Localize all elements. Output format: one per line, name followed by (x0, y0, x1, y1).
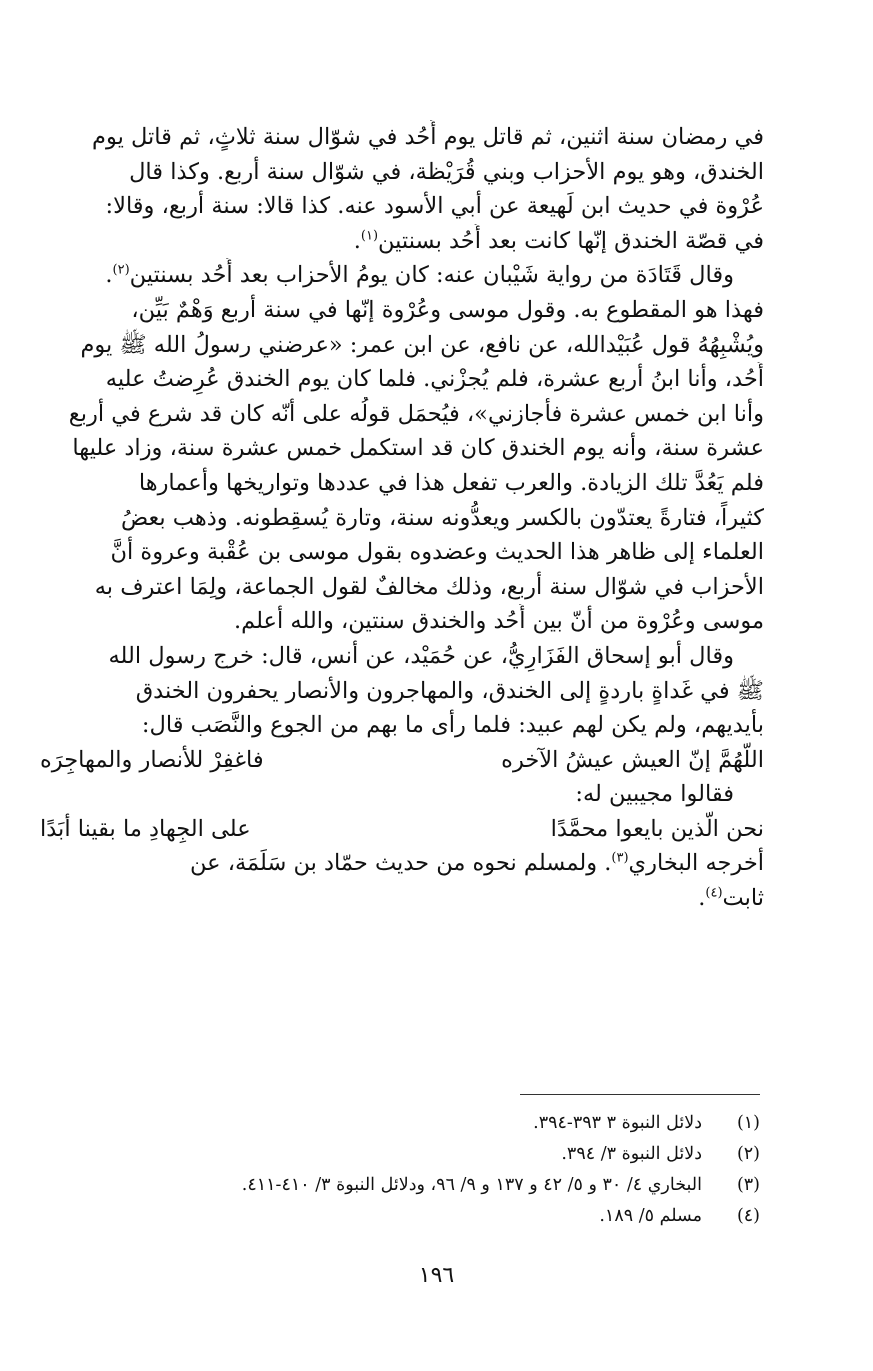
footnote (60, 1170, 760, 1201)
text-line (40, 881, 764, 916)
footnote (60, 1139, 760, 1170)
footnote-ref-2: (٢) (112, 262, 130, 278)
text-segment: أخرجه البخاري (628, 850, 764, 877)
text-line: ويُشْبِهُهُ قول عُبَيْدالله، عن نافع، عن ابن عمر: «عرضني رسولُ الله ﷺ يوم (80, 331, 764, 358)
verse-line-1 (40, 743, 764, 778)
footnote-ref-1: (١) (360, 228, 379, 244)
main-text (40, 120, 764, 916)
hemistich-right: نحن الّذين بايعوا محمَّدًا (550, 815, 764, 842)
text-line: فهذا هو المقطوع به. وقول موسى وعُرْوة إنّها في سنة أربع وَهْمٌ بَيِّن، (131, 296, 764, 323)
hemistich-left: فاغفِرْ للأنصار والمهاجِرَه (40, 746, 264, 773)
punctuation: . (353, 227, 361, 254)
footnote-text: مسلم ٥/ ١٨٩. (599, 1206, 702, 1226)
text-segment: في قصّة الخندق إنّها كانت بعد أُحُد بسنتين (378, 227, 764, 254)
verse-line-2 (40, 812, 764, 847)
text-line: بأيديهم، ولم يكن لهم عبيد: فلما رأى ما بهم من الجوع والنَّصَب قال: (141, 712, 764, 739)
page-number: ١٩٦ (418, 1263, 455, 1288)
hemistich-left: على الجِهادِ ما بقينا أبَدًا (40, 815, 251, 842)
text-line: فلم يَعُدَّ تلك الزيادة. والعرب تفعل هذا في عددها وتواريخها وأعمارها (138, 469, 764, 496)
text-line: أُحُد، وأنا ابنُ أربع عشرة، فلم يُجزْني. فلما كان يوم الخندق عُرِضتُ عليه (105, 366, 764, 393)
text-line (40, 224, 764, 259)
footnote-ref-3: (٣) (611, 850, 629, 866)
footnote-number: (٣) (736, 1175, 760, 1195)
footnote-text: البخاري ٤/ ٣٠ و ٥/ ٤٢ و ١٣٧ و ٩/ ٩٦، ودلائل النبوة ٣/ ٤١٠-٤١١. (241, 1175, 702, 1195)
footnote-text: دلائل النبوة ٣ ٣٩٣-٣٩٤. (533, 1113, 702, 1133)
text-line (40, 258, 764, 293)
footnote-separator (520, 1094, 760, 1095)
text-segment: . ولمسلم نحوه من حديث حمّاد بن سَلَمَة، عن (189, 850, 612, 877)
text-line: عُرْوة في حديث ابن لَهيعة عن أبي الأسود عنه. كذا قالا: سنة أربع، وقالا: (105, 193, 764, 220)
punctuation: . (105, 262, 113, 289)
text-line (40, 846, 764, 881)
text-line: الأحزاب في شوّال سنة أربع، وذلك مخالفٌ لقول الجماعة، ولِمَا اعترف به (94, 573, 764, 600)
footnote-number: (٤) (736, 1206, 760, 1226)
text-line: عشرة سنة، وأنه يوم الخندق كان قد استكمل خمس عشرة سنة، وزاد عليها (72, 435, 764, 462)
text-line: موسى وعُرْوة من أنّ بين أُحُد والخندق سنتين، والله أعلم. (233, 608, 764, 635)
footnote-text: دلائل النبوة ٣/ ٣٩٤. (561, 1144, 702, 1164)
text-line: وأنا ابن خمس عشرة فأجازني»، فيُحمَل قولُه على أنّه كان قد شرع في أربع (68, 400, 764, 427)
text-segment: ثابت (722, 885, 764, 912)
punctuation: . (698, 885, 706, 912)
text-line: فقالوا مجيبين له: (575, 781, 734, 808)
text-line: العلماء إلى ظاهر هذا الحديث وعضدوه بقول موسى بن عُقْبة وعروة أنَّ (110, 539, 764, 566)
footnote (60, 1201, 760, 1232)
footnote (60, 1108, 760, 1139)
text-line: كثيراً، فتارةً يعتدّون بالكسر ويعدُّونه سنة، وتارة يُسقِطونه. وذهب بعضُ (120, 504, 764, 531)
text-line: الخندق، وهو يوم الأحزاب وبني قُرَيْظة، في شوّال سنة أربع. وكذا قال (129, 158, 764, 185)
text-line: ﷺ في غَداةٍ باردةٍ إلى الخندق، والمهاجرون والأنصار يحفرون الخندق (135, 677, 764, 704)
footnote-ref-4: (٤) (705, 885, 723, 901)
footnote-number: (١) (736, 1113, 760, 1133)
footnotes (60, 1108, 760, 1232)
text-line: في رمضان سنة اثنين، ثم قاتل يوم أُحُد في شوّال سنة ثلاثٍ، ثم قاتل يوم (92, 124, 764, 150)
hemistich-right: اللّهُمَّ إنّ العيش عيشُ الآخره (501, 746, 764, 773)
text-segment: وقال قَتَادَة من رواية شَيْبان عنه: كان يومُ الأحزاب بعد أُحُد بسنتين (129, 262, 734, 289)
footnote-number: (٢) (736, 1144, 760, 1164)
text-line: وقال أبو إسحاق الفَزَارِيُّ، عن حُمَيْد، عن أنس، قال: خرج رسول الله (108, 642, 734, 669)
